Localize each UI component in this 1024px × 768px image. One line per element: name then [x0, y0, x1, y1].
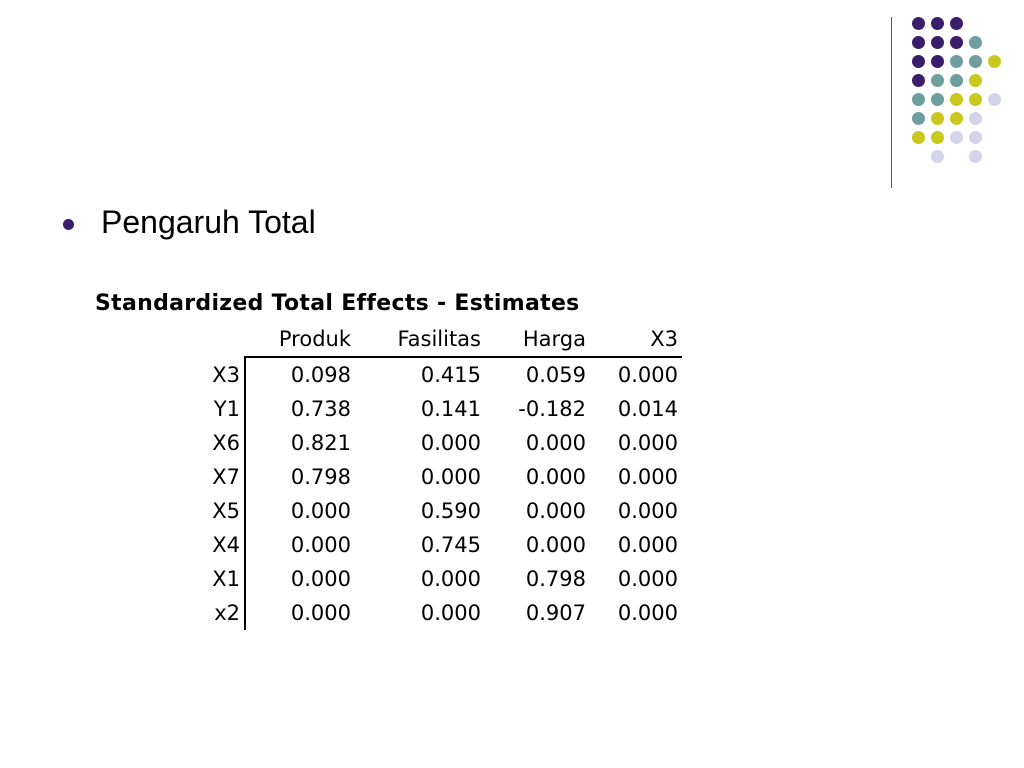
decorative-dot [950, 131, 963, 144]
table-cell: 0.907 [525, 601, 586, 625]
decorative-dot [931, 17, 944, 30]
decorative-dot [912, 55, 925, 68]
table-cell: 0.000 [525, 533, 586, 557]
table-cell: 0.000 [290, 533, 351, 557]
table-cell: 0.000 [290, 499, 351, 523]
table-cell: 0.000 [420, 601, 481, 625]
decorative-dot [931, 131, 944, 144]
decorative-dot [912, 131, 925, 144]
table-body [95, 357, 682, 630]
table-cell: 0.000 [617, 533, 678, 557]
table-corner-cell [95, 322, 245, 357]
effects-table [95, 322, 682, 630]
table-cell: 0.745 [420, 533, 481, 557]
decorative-dot [931, 93, 944, 106]
table-cell: 0.059 [525, 363, 586, 387]
table-title: Standardized Total Effects - Estimates [95, 291, 580, 316]
decorative-dot-grid [0, 0, 1024, 200]
decorative-dot [912, 93, 925, 106]
table-cell: 0.821 [290, 431, 351, 455]
decorative-dot [988, 93, 1001, 106]
table-cell: 0.000 [617, 499, 678, 523]
decorative-dot [950, 112, 963, 125]
column-header [485, 322, 590, 357]
decorative-dot [950, 36, 963, 49]
table-cell: 0.000 [525, 465, 586, 489]
row-label: X6 [95, 426, 245, 460]
table-row [95, 596, 682, 630]
column-header [355, 322, 485, 357]
bullet-text: Pengaruh Total [101, 204, 316, 240]
table-row [95, 562, 682, 596]
decorative-dot [950, 55, 963, 68]
column-header-label: Harga [522, 327, 586, 351]
decorative-dot [931, 36, 944, 49]
bullet-item [63, 200, 316, 244]
table-cell: 0.000 [617, 601, 678, 625]
decorative-dot [931, 150, 944, 163]
row-label: Y1 [95, 392, 245, 426]
table-cell: 0.000 [290, 567, 351, 591]
table-cell: 0.000 [420, 431, 481, 455]
table-cell: 0.141 [420, 397, 481, 421]
column-header [590, 322, 682, 357]
table-row [95, 460, 682, 494]
column-header-label: Produk [278, 327, 351, 351]
table-row [95, 528, 682, 562]
table-cell: 0.000 [420, 567, 481, 591]
decorative-dot [912, 36, 925, 49]
table-cell: -0.182 [518, 397, 586, 421]
decorative-dot [969, 131, 982, 144]
row-label: X5 [95, 494, 245, 528]
table-cell: 0.098 [290, 363, 351, 387]
decorative-divider-line [891, 17, 892, 188]
table-cell: 0.000 [525, 431, 586, 455]
column-header-label: Fasilitas [397, 327, 481, 351]
table-cell: 0.000 [617, 431, 678, 455]
table-cell: 0.415 [420, 363, 481, 387]
row-label: X3 [95, 357, 245, 392]
table-cell: 0.738 [290, 397, 351, 421]
row-label: X4 [95, 528, 245, 562]
table-cell: 0.000 [290, 601, 351, 625]
decorative-dot [950, 74, 963, 87]
table-cell: 0.014 [617, 397, 678, 421]
table-cell: 0.590 [420, 499, 481, 523]
column-header [245, 322, 355, 357]
row-label: x2 [95, 596, 245, 630]
decorative-dot [931, 74, 944, 87]
table-row [95, 426, 682, 460]
bullet-dot-icon [63, 219, 74, 230]
decorative-dot [912, 17, 925, 30]
table-cell: 0.798 [290, 465, 351, 489]
table-cell: 0.000 [420, 465, 481, 489]
decorative-dot [969, 150, 982, 163]
decorative-dot [988, 55, 1001, 68]
decorative-dot [912, 74, 925, 87]
decorative-dot [931, 112, 944, 125]
table-row [95, 357, 682, 392]
decorative-dot [950, 17, 963, 30]
decorative-dot [969, 93, 982, 106]
decorative-dot [931, 55, 944, 68]
row-label: X1 [95, 562, 245, 596]
table-cell: 0.000 [617, 567, 678, 591]
table-cell: 0.000 [617, 465, 678, 489]
table-cell: 0.798 [525, 567, 586, 591]
table-row [95, 392, 682, 426]
decorative-dot [969, 112, 982, 125]
table-cell: 0.000 [617, 363, 678, 387]
table-header-row [95, 322, 682, 357]
decorative-dot [969, 55, 982, 68]
column-header-label: X3 [650, 327, 678, 351]
decorative-dot [969, 74, 982, 87]
decorative-dot [912, 112, 925, 125]
row-label: X7 [95, 460, 245, 494]
table-cell: 0.000 [525, 499, 586, 523]
decorative-dot [969, 36, 982, 49]
table-row [95, 494, 682, 528]
decorative-dot [950, 93, 963, 106]
